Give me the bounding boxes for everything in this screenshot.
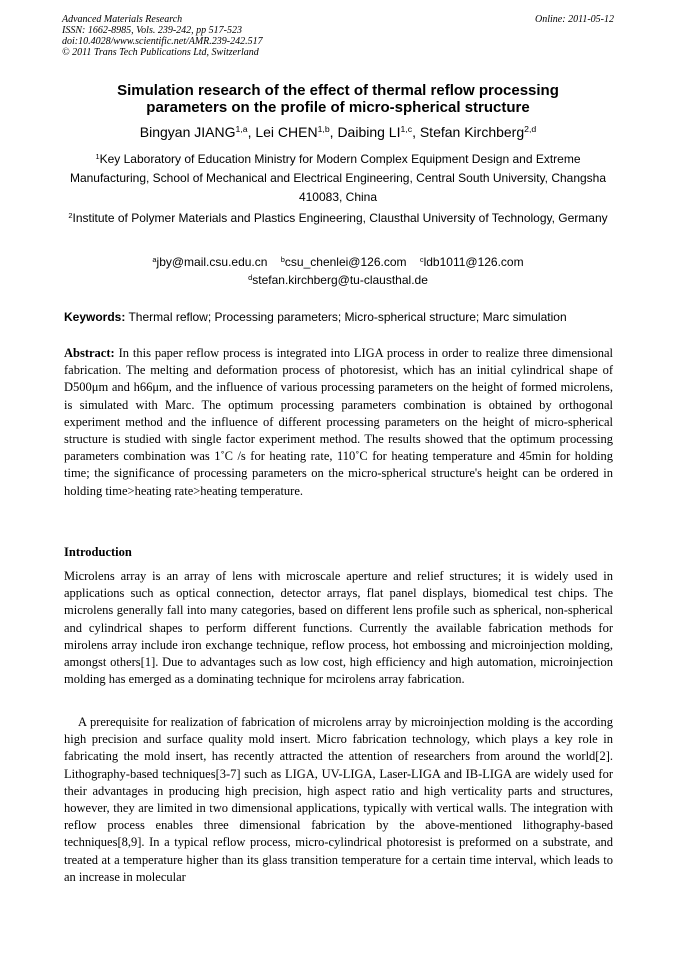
keywords-label: Keywords: bbox=[64, 310, 126, 324]
abstract-text: In this paper reflow process is integrated into LIGA process in order to realize three dimensional fabrication. The melting and deformation process of photoresist, which has an initial cylindrical shape of D500μm and h66μm, and the influence of various processing parameters on the height of formed microlens, is simulated with Marc. The optimum processing parameters combination is obtained by orthogonal experiment method and the influence of different processing parameters on the height of micro-spherical structure is studied with single factor experiment method. The results showed that the optimum processing parameters combination was 1˚C /s for heating rate, 110˚C for heating temperature and 45min for holding time; the significance of processing parameters on the micro-spherical structure's height can be ordered in holding time>heating rate>heating temperature. bbox=[64, 346, 613, 498]
keywords-text: Thermal reflow; Processing parameters; Micro-spherical structure; Marc simulation bbox=[125, 310, 567, 324]
email-link[interactable]: jby@mail.csu.edu.cn bbox=[156, 255, 268, 269]
title-line-2: parameters on the profile of micro-spherical structure bbox=[146, 99, 530, 116]
doi-line: doi:10.4028/www.scientific.net/AMR.239-242.517 bbox=[62, 36, 263, 47]
email-list: $^a$jby@mail.csu.edu.cn $^b$csu_chenlei@126.com $^c$ldb1011@126.com $^d$stefan.kirchberg@tu-clausthal.de bbox=[152, 254, 524, 287]
paper-title bbox=[62, 82, 614, 116]
title-line-1: Simulation research of the effect of thermal reflow processing bbox=[117, 82, 559, 99]
author-sup: 2,d bbox=[524, 124, 537, 135]
abstract bbox=[64, 345, 613, 500]
abstract-label: Abstract: bbox=[64, 346, 115, 360]
online-date: Online: 2011-05-12 bbox=[535, 14, 614, 25]
author-sup: 1,a bbox=[235, 124, 248, 135]
journal-name: Advanced Materials Research bbox=[62, 14, 183, 25]
affiliation-sup: 2 bbox=[68, 210, 73, 220]
affiliation-2 bbox=[66, 209, 610, 228]
author-name: Stefan Kirchberg bbox=[419, 124, 525, 140]
author-name: Lei CHEN bbox=[255, 124, 318, 140]
issn-line: ISSN: 1662-8985, Vols. 239-242, pp 517-523 bbox=[62, 25, 242, 36]
section-heading-introduction: Introduction bbox=[64, 545, 132, 559]
affiliation-text: Key Laboratory of Education Ministry for Modern Complex Equipment Design and Extreme Manufacturing, School of Mechanical and Electrical Engineering, Central South University, Changsha 410083, China bbox=[69, 152, 607, 204]
author-name: Bingyan JIANG bbox=[139, 124, 236, 140]
affiliation-1 bbox=[66, 150, 610, 207]
affiliation-text: Institute of Polymer Materials and Plastics Engineering, Clausthal University of Technology, Germany bbox=[72, 211, 608, 225]
keywords bbox=[64, 309, 616, 325]
author-list: Bingyan JIANG$^{1,a}$, Lei CHEN$^{1,b}$, Daibing LI$^{1,c}$, Stefan Kirchberg$^{2,d}$ bbox=[139, 124, 537, 140]
intro-paragraph-2: A prerequisite for realization of fabrication of microlens array by microinjection molding is the according high precision and surface quality mold insert. Micro fabrication technology, which plays a key role in fabricating the mold insert, has recently attracted the attention of researchers from around the world[2]. Lithography-based techniques[3-7] such as LIGA, UV-LIGA, Laser-LIGA and IB-LIGA are widely used for their advantages in producing high precision, high aspect ratio and high verticality parts and structures, however, they are limited in two dimensional applications, typically with vertical walls. The integration with reflow process enables three dimensional fabrication by the above-mentioned lithography-based techniques[8,9]. In a typical reflow process, micro-cylindrical photoresist is preformed on a substrate, and treated at a temperature higher than its glass transition temperature for a certain time interval, which leads to an increase in molecular bbox=[64, 715, 613, 884]
intro-paragraph-1: Microlens array is an array of lens with microscale aperture and relief structures; it is widely used in applications such as optical connection, detector arrays, flat panel displays, biomedical test chips. The microlens generally fall into many categories, based on different lens profile such as spherical, non-spherical and cylindrical shapes to perform different functions. Currently the available fabrication methods for mirolens array include iron exchange technique, reflow process, hot embossing and microinjection molding, amongst others[1]. Due to advantages such as low cost, high efficiency and high automation, microinjection molding has emerged as a dominating technique for mcirolens array fabrication. bbox=[64, 569, 613, 687]
email-link[interactable]: stefan.kirchberg@tu-clausthal.de bbox=[252, 273, 428, 287]
author-name: Daibing LI bbox=[337, 124, 401, 140]
email-link[interactable]: csu_chenlei@126.com bbox=[284, 255, 407, 269]
journal-header bbox=[62, 14, 614, 58]
affiliation-sup: 1 bbox=[95, 151, 100, 161]
author-sup: 1,b bbox=[317, 124, 330, 135]
copyright-line: © 2011 Trans Tech Publications Ltd, Switzerland bbox=[62, 47, 259, 58]
email-link[interactable]: ldb1011@126.com bbox=[423, 255, 524, 269]
author-sup: 1,c bbox=[400, 124, 413, 135]
